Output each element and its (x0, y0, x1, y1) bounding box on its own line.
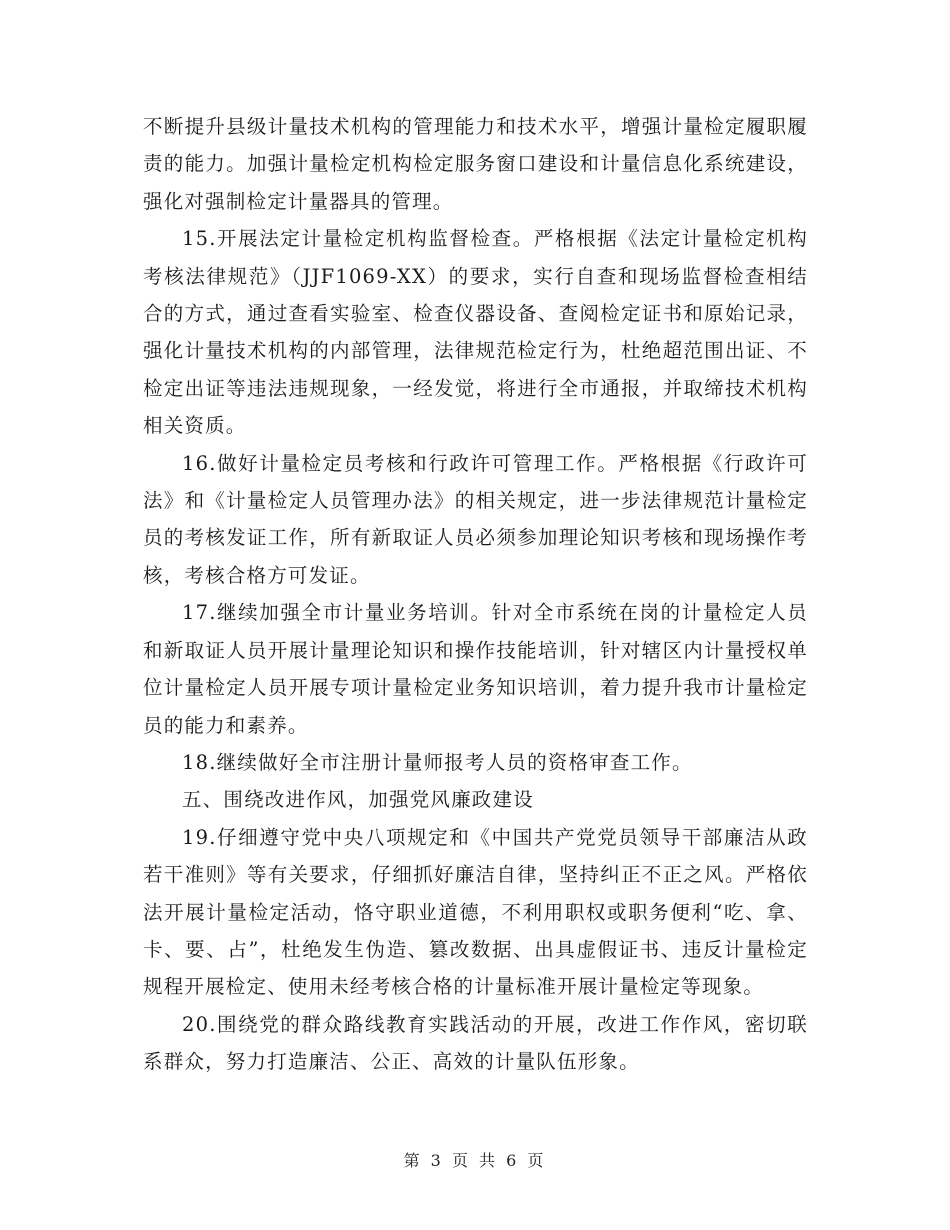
paragraph-item-15: 15.开展法定计量检定机构监督检查。严格根据《法定计量检定机构考核法律规范》（JJF1069-XX）的要求，实行自查和现场监督检查相结合的方式，通过查看实验室、检查仪器设备、查阅检定证书和原始记录，强化计量技术机构的内部管理，法律规范检定行为，杜绝超范围出证、不检定出证等违法违规现象，一经发觉，将进行全市通报，并取缔技术机构相关资质。 (143, 227, 808, 438)
section-heading-five: 五、围绕改进作风，加强党风廉政建设 (182, 788, 534, 812)
paragraph-item-17: 17.继续加强全市计量业务培训。针对全市系统在岗的计量检定人员和新取证人员开展计量理论知识和操作技能培训，针对辖区内计量授权单位计量检定人员开展专项计量检定业务知识培训，着力提升我市计量检定员的能力和素养。 (143, 601, 808, 737)
paragraph-item-18: 18.继续做好全市注册计量师报考人员的资格审查工作。 (182, 750, 693, 774)
paragraph-item-16: 16.做好计量检定员考核和行政许可管理工作。严格根据《行政许可法》和《计量检定人员管理办法》的相关规定，进一步法律规范计量检定员的考核发证工作，所有新取证人员必须参加理论知识考核和现场操作考核，考核合格方可发证。 (143, 451, 808, 587)
paragraph-item-19: 19.仔细遵守党中央八项规定和《中国共产党党员领导干部廉洁从政若干准则》等有关要求，仔细抓好廉洁自律，坚持纠正不正之风。严格依法开展计量检定活动，恪守职业道德，不利用职权或职务便利“吃、拿、卡、要、占”，杜绝发生伪造、篡改数据、出具虚假证书、违反计量检定规程开展检定、使用未经考核合格的计量标准开展计量检定等现象。 (143, 825, 808, 999)
document-body (143, 108, 808, 1081)
page-number-footer: 第 3 页 共 6 页 (403, 1151, 547, 1170)
paragraph-item-20: 20.围绕党的群众路线教育实践活动的开展，改进工作作风，密切联系群众，努力打造廉洁、公正、高效的计量队伍形象。 (143, 1012, 808, 1074)
paragraph-continuation: 不断提升县级计量技术机构的管理能力和技术水平，增强计量检定履职履责的能力。加强计量检定机构检定服务窗口建设和计量信息化系统建设，强化对强制检定计量器具的管理。 (143, 115, 808, 213)
